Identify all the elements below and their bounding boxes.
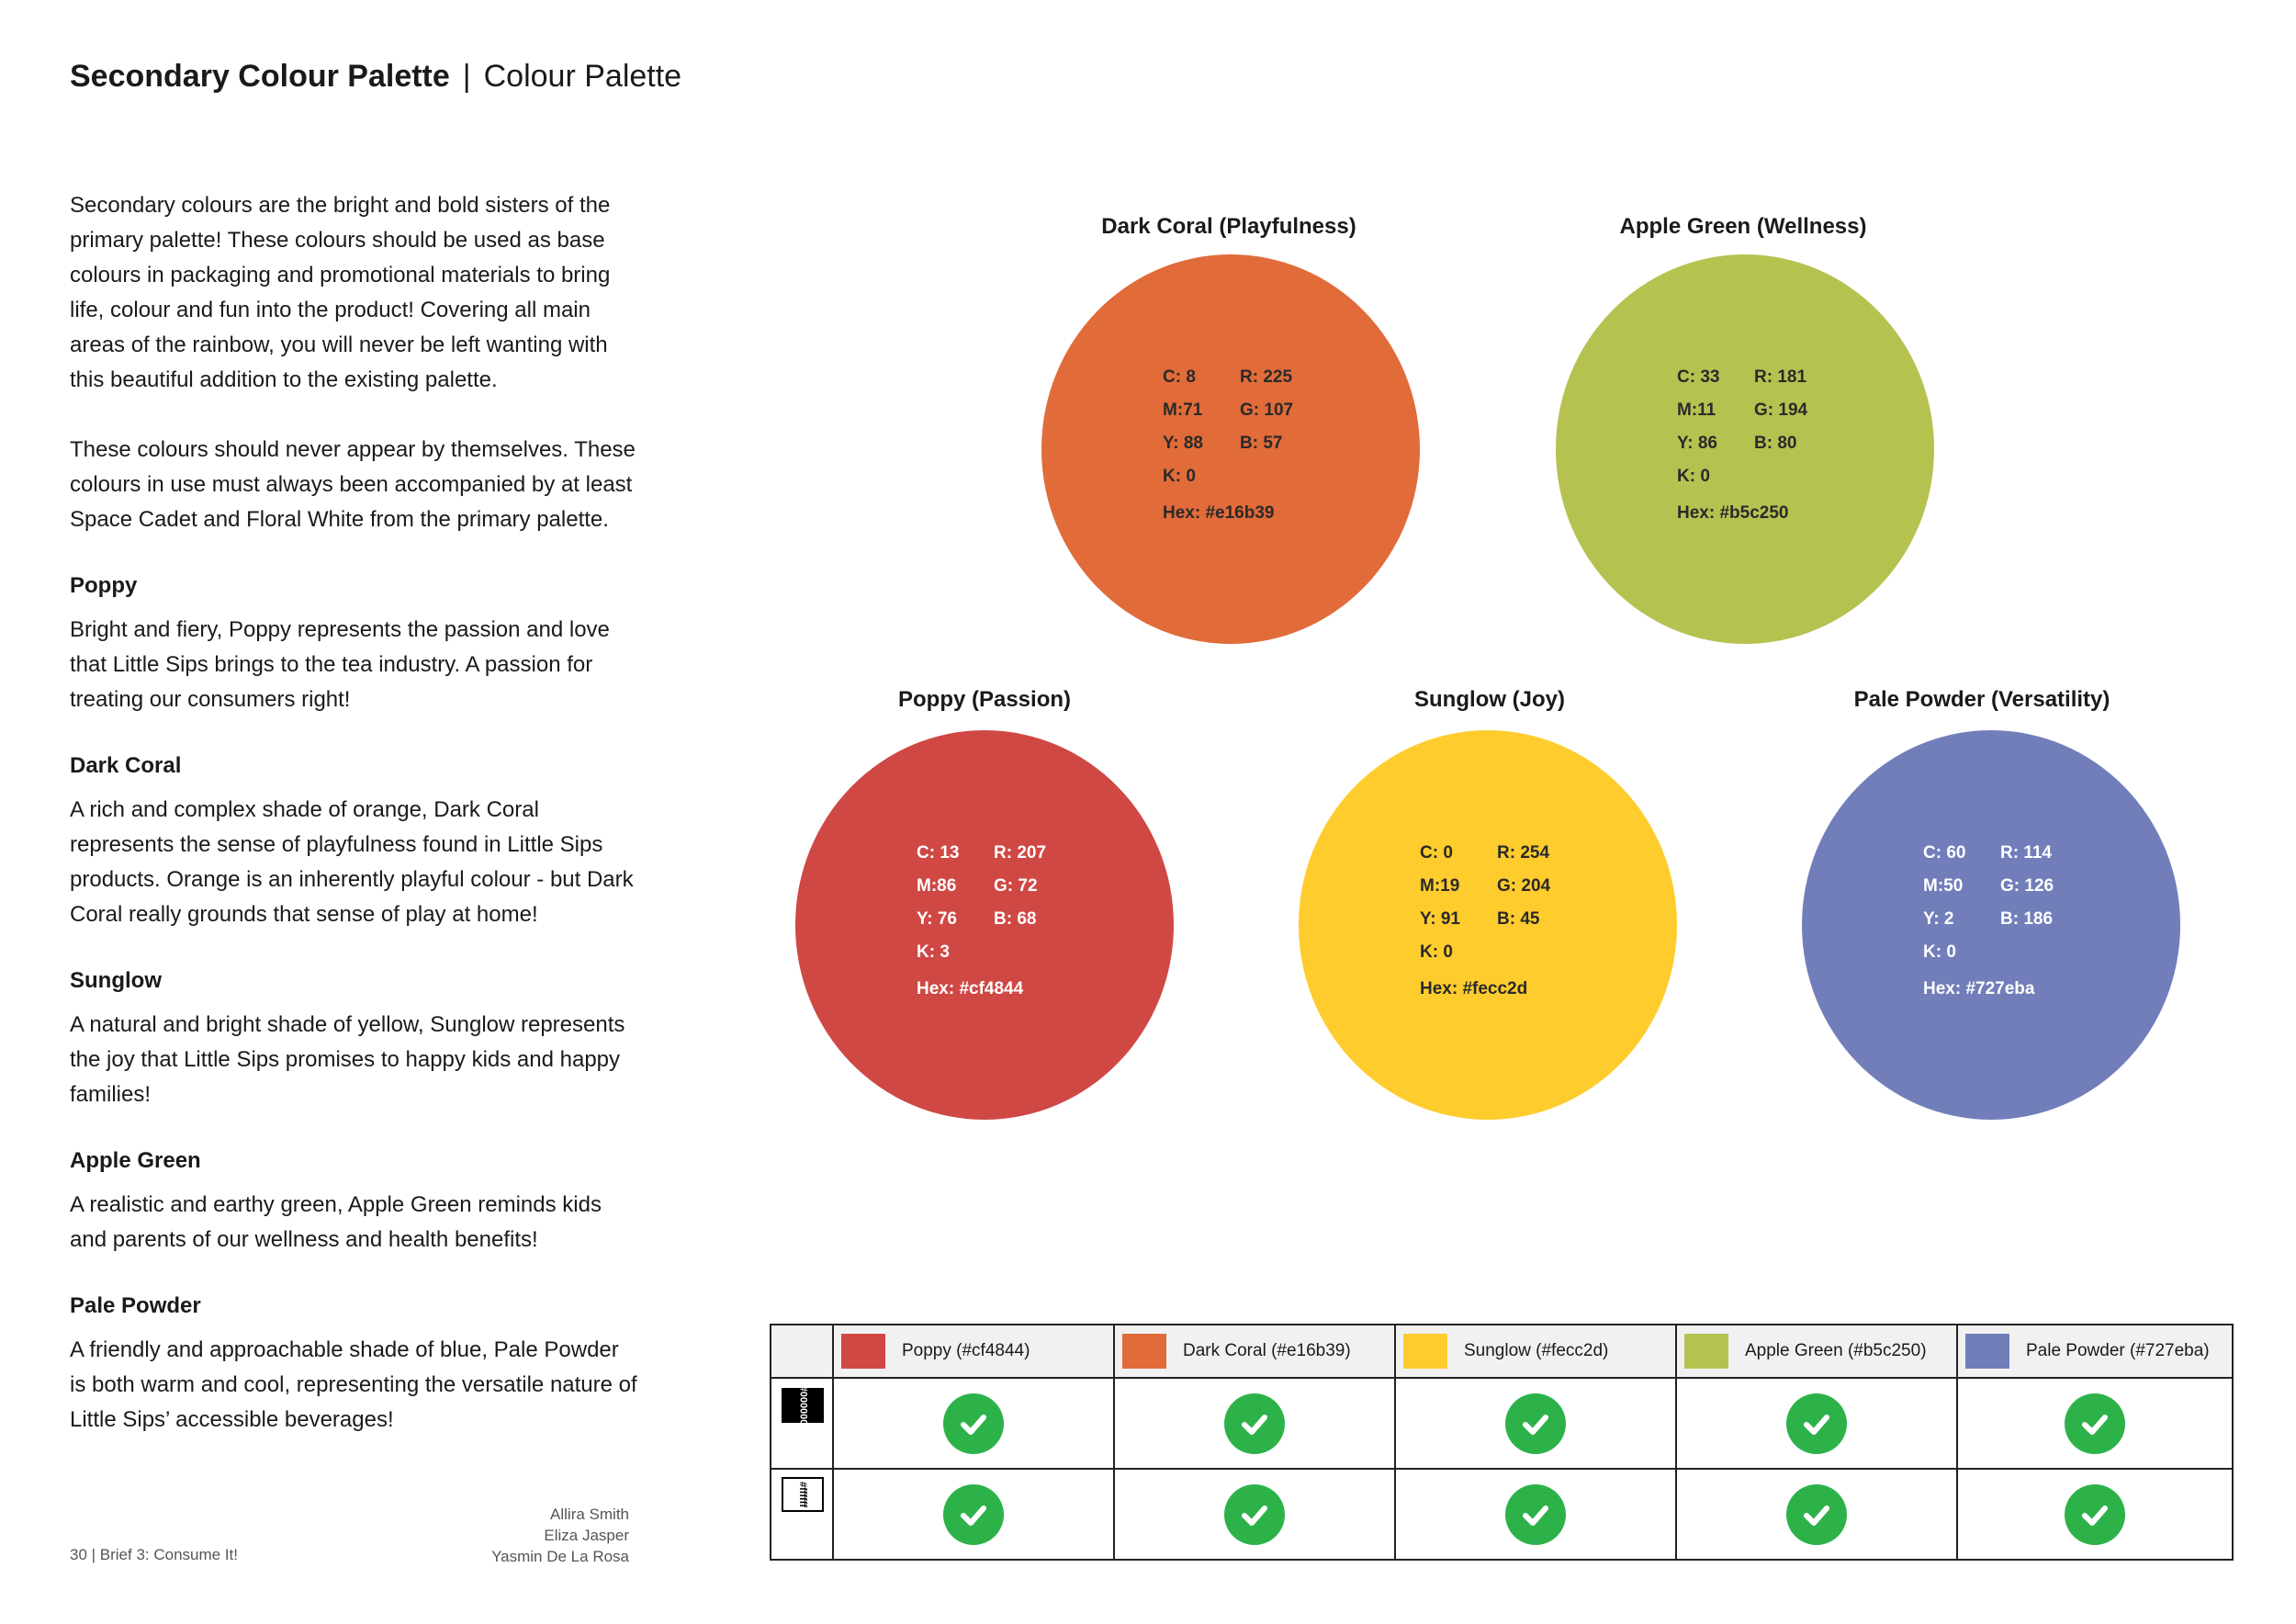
table-header-cell [833, 1325, 1114, 1378]
table-header-cell [1957, 1325, 2233, 1378]
spec-hex: Hex: #727eba [1923, 979, 2035, 998]
table-cell [1114, 1378, 1395, 1469]
spec-c: C: 33 [1677, 367, 1720, 387]
spec-k: K: 0 [1420, 942, 1453, 962]
background-chip-black: #000000 [782, 1388, 824, 1423]
check-icon [1786, 1393, 1847, 1454]
spec-y: Y: 86 [1677, 434, 1718, 453]
spec-m: M:86 [917, 876, 957, 896]
spec-r: R: 254 [1497, 843, 1550, 863]
spec-hex: Hex: #fecc2d [1420, 979, 1528, 998]
swatch-specs-dark-coral [1163, 361, 1293, 530]
check-icon [2065, 1484, 2125, 1545]
swatch-label-sunglow: Sunglow (Joy) [1414, 687, 1565, 712]
spec-b: B: 80 [1754, 434, 1797, 453]
swatch-specs-apple-green [1677, 361, 1807, 530]
row-background-cell [771, 1469, 833, 1560]
column-label: Poppy (#cf4844) [902, 1341, 1030, 1360]
spec-k: K: 0 [1163, 467, 1196, 486]
table-cell [1957, 1469, 2233, 1560]
spec-y: Y: 91 [1420, 909, 1461, 929]
table-corner-cell [771, 1325, 833, 1378]
column-swatch [1122, 1334, 1166, 1369]
spec-g: G: 72 [994, 876, 1038, 896]
check-icon [1224, 1484, 1285, 1545]
column-swatch [841, 1334, 885, 1369]
spec-g: G: 126 [2000, 876, 2054, 896]
section-heading-apple-green: Apple Green [70, 1148, 201, 1173]
check-icon [1505, 1484, 1566, 1545]
intro-paragraph-2: These colours should never appear by themselves. These colours in use must always been accompanied by at least Space Cadet and Floral White from the primary palette. [70, 437, 636, 532]
spec-b: B: 68 [994, 909, 1037, 929]
section-heading-dark-coral: Dark Coral [70, 753, 182, 778]
table-cell [1395, 1378, 1676, 1469]
spec-r: R: 114 [2000, 843, 2052, 863]
table-cell [833, 1378, 1114, 1469]
page-title [70, 59, 681, 95]
column-label: Dark Coral (#e16b39) [1183, 1341, 1351, 1360]
section-body-apple-green: A realistic and earthy green, Apple Green reminds kids and parents of our wellness and health benefits! [70, 1192, 602, 1252]
row-background-cell [771, 1378, 833, 1469]
section-body-dark-coral: A rich and complex shade of orange, Dark Coral represents the sense of playfulness found in Little Sips products. Orange is an inherently playful colour - but Dark Coral really grounds that sense of play at home! [70, 797, 634, 927]
check-icon [943, 1393, 1004, 1454]
spec-g: G: 194 [1754, 400, 1808, 420]
spec-m: M:11 [1677, 400, 1716, 420]
spec-hex: Hex: #e16b39 [1163, 503, 1275, 523]
swatch-label-dark-coral: Dark Coral (Playfulness) [1101, 214, 1356, 239]
check-icon [1224, 1393, 1285, 1454]
table-cell [833, 1469, 1114, 1560]
section-heading-sunglow: Sunglow [70, 968, 162, 993]
swatch-specs-sunglow [1420, 837, 1550, 1006]
spec-k: K: 3 [917, 942, 950, 962]
swatch-specs-poppy [917, 837, 1046, 1006]
swatch-label-pale-powder: Pale Powder (Versatility) [1853, 687, 2110, 712]
spec-g: G: 107 [1240, 400, 1294, 420]
spec-y: Y: 76 [917, 909, 958, 929]
spec-b: B: 186 [2000, 909, 2054, 929]
table-cell [1957, 1378, 2233, 1469]
author-name: Allira Smith [550, 1506, 629, 1523]
column-label: Apple Green (#b5c250) [1745, 1341, 1927, 1360]
section-heading-poppy: Poppy [70, 573, 138, 598]
swatch-specs-pale-powder [1923, 837, 2054, 1006]
intro-paragraph-1: Secondary colours are the bright and bold sisters of the primary palette! These colours should be used as base colours in packaging and promotional materials to bring life, colour and fun into the product! Covering all main areas of the rainbow, you will never be left wanting with this beautiful addition to the existing palette. [70, 193, 611, 392]
title-separator: | [462, 59, 471, 94]
spec-m: M:19 [1420, 876, 1460, 896]
spec-m: M:50 [1923, 876, 1964, 896]
check-icon [1505, 1393, 1566, 1454]
section-body-sunglow: A natural and bright shade of yellow, Sunglow represents the joy that Little Sips promises to happy kids and happy families! [70, 1012, 625, 1107]
swatch-label-poppy: Poppy (Passion) [897, 687, 1072, 712]
author-name: Eliza Jasper [544, 1527, 629, 1544]
table-header-cell [1114, 1325, 1395, 1378]
spec-b: B: 45 [1497, 909, 1540, 929]
description-column [70, 188, 639, 1438]
column-swatch [1403, 1334, 1447, 1369]
spec-c: C: 0 [1420, 843, 1453, 863]
section-heading-pale-powder: Pale Powder [70, 1293, 201, 1318]
table-cell [1395, 1469, 1676, 1560]
title-bold: Secondary Colour Palette [70, 59, 450, 94]
table-row [771, 1469, 2233, 1560]
table-row [771, 1378, 2233, 1469]
check-icon [943, 1484, 1004, 1545]
check-icon [2065, 1393, 2125, 1454]
spec-hex: Hex: #b5c250 [1677, 503, 1789, 523]
spec-hex: Hex: #cf4844 [917, 979, 1024, 998]
column-swatch [1965, 1334, 2009, 1369]
spec-c: C: 13 [917, 843, 960, 863]
swatch-label-apple-green: Apple Green (Wellness) [1619, 214, 1867, 239]
table-cell [1676, 1378, 1957, 1469]
title-regular: Colour Palette [483, 59, 682, 94]
check-icon [1786, 1484, 1847, 1545]
table-cell [1114, 1469, 1395, 1560]
table-header-cell [1395, 1325, 1676, 1378]
background-chip-white: #ffffff [782, 1477, 824, 1512]
spec-c: C: 60 [1923, 843, 1966, 863]
section-body-poppy: Bright and fiery, Poppy represents the passion and love that Little Sips brings to the tea industry. A passion for treating our consumers right! [70, 617, 610, 712]
page-footer: 30 | Brief 3: Consume It! [70, 1546, 238, 1563]
table-cell [1676, 1469, 1957, 1560]
table-header-cell [1676, 1325, 1957, 1378]
spec-r: R: 225 [1240, 367, 1293, 387]
spec-y: Y: 88 [1163, 434, 1204, 453]
spec-r: R: 207 [994, 843, 1047, 863]
spec-y: Y: 2 [1923, 909, 1954, 929]
spec-b: B: 57 [1240, 434, 1283, 453]
section-body-pale-powder: A friendly and approachable shade of blue, Pale Powder is both warm and cool, representing the versatile nature of Little Sips’ accessible beverages! [70, 1337, 637, 1432]
spec-k: K: 0 [1677, 467, 1710, 486]
spec-k: K: 0 [1923, 942, 1956, 962]
column-swatch [1684, 1334, 1728, 1369]
table-header-row [771, 1325, 2233, 1378]
spec-m: M:71 [1163, 400, 1203, 420]
spec-c: C: 8 [1163, 367, 1196, 387]
column-label: Sunglow (#fecc2d) [1464, 1341, 1609, 1360]
colour-compatibility-table [770, 1324, 2234, 1561]
spec-g: G: 204 [1497, 876, 1551, 896]
spec-r: R: 181 [1754, 367, 1807, 387]
author-name: Yasmin De La Rosa [491, 1548, 629, 1565]
column-label: Pale Powder (#727eba) [2026, 1341, 2210, 1360]
authors [441, 1504, 629, 1567]
